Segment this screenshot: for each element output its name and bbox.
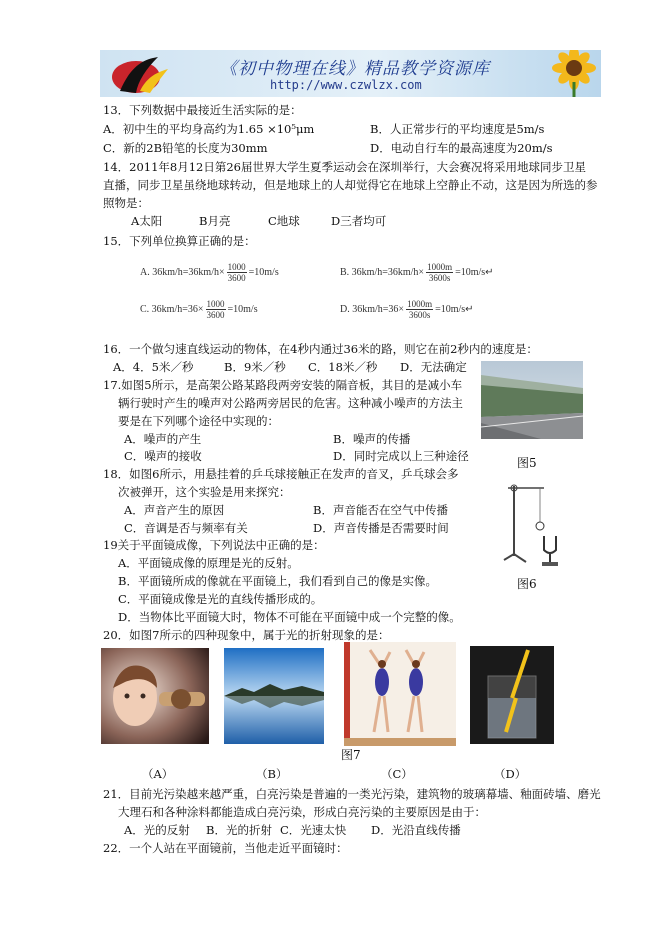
q19-option-d: D．当物体比平面镜大时，物体不可能在平面镜中成一个完整的像。 xyxy=(118,610,461,624)
logo-icon xyxy=(106,53,176,95)
q18-option-d: D．声音传播是否需要时间 xyxy=(313,521,449,535)
q17-option-c: C．噪声的接收 xyxy=(124,449,202,463)
q14-option-c: C地球 xyxy=(268,214,300,228)
q17-line1: 17.如图5所示，是高架公路某路段两旁安装的隔音板，其目的是减小车 xyxy=(103,378,463,392)
q13-option-b: B．人正常步行的平均速度是5m/s xyxy=(370,122,545,136)
q17-line3: 要是在下列哪个途径中实现的： xyxy=(118,414,279,428)
q17-option-a: A．噪声的产生 xyxy=(124,432,202,446)
figure7-label-c: （C） xyxy=(381,767,413,781)
q14-option-d: D三者均可 xyxy=(331,214,387,228)
q13-option-d: D．电动自行车的最高速度为20m/s xyxy=(370,141,553,155)
q14-line3: 照物是： xyxy=(103,196,149,210)
q21-option-d: D．光沿直线传播 xyxy=(371,823,461,837)
q21-option-a: A．光的反射 xyxy=(124,823,190,837)
q19-option-c: C．平面镜成像是光的直线传播形成的。 xyxy=(118,592,323,606)
q21-option-b: B．光的折射 xyxy=(206,823,272,837)
q14-option-b: B月亮 xyxy=(199,214,231,228)
q21-line2: 大理石和各种涂料都能造成白亮污染，形成白亮污染的主要原因是由于： xyxy=(118,805,486,819)
figure7d-pencil-in-glass-image xyxy=(470,646,554,744)
q14-line2: 直播，同步卫星虽绕地球转动，但是地球上的人却觉得它在地球上空静止不动，这是因为所选的参 xyxy=(103,178,598,192)
q21-line1: 21．目前光污染越来越严重，白亮污染是普遍的一类光污染，建筑物的玻璃幕墙、釉面砖墙、磨光 xyxy=(103,787,601,801)
figure6-tuning-fork-image xyxy=(500,476,562,568)
q16-option-a: A．4．5米／秒 xyxy=(113,360,194,374)
q18-option-c: C．音调是否与频率有关 xyxy=(124,521,248,535)
figure7b-lake-reflection-image xyxy=(224,648,324,744)
banner-url: http://www.czwlzx.com xyxy=(270,78,422,92)
q16-option-c: C．18米／秒 xyxy=(308,360,378,374)
q17-option-d: D．同时完成以上三种途径 xyxy=(333,449,469,463)
q18-line2: 次被弹开，这个实验是用来探究： xyxy=(118,485,291,499)
q15-option-a: A. 36km/h=36km/h× $\frac{1000}{3600}$ =10m/s xyxy=(140,262,279,283)
q15-stem: 15．下列单位换算正确的是： xyxy=(103,234,256,248)
q18-line1: 18．如图6所示，用悬挂着的乒乓球接触正在发声的音叉，乒乓球会多 xyxy=(103,467,459,481)
q17-line2: 辆行驶时产生的噪声对公路两旁居民的危害。这种减小噪声的方法主 xyxy=(118,396,463,410)
q21-option-c: C．光速太快 xyxy=(280,823,347,837)
figure7a-child-image xyxy=(101,648,209,744)
q19-option-b: B．平面镜所成的像就在平面镜上，我们看到自己的像是实像。 xyxy=(118,574,437,588)
q13-option-c: C．新的2B铅笔的长度为30mm xyxy=(103,141,268,155)
q13-option-a: A．初中生的平均身高约为1.65 ×10⁵μm xyxy=(103,122,315,136)
q15-option-c: C. 36km/h=36× $\frac{1000}{3600}$ =10m/s xyxy=(140,299,258,320)
q19-option-a: A．平面镜成像的原理是光的反射。 xyxy=(118,556,299,570)
q14-option-a: A太阳 xyxy=(131,214,163,228)
q19-stem: 19关于平面镜成像，下列说法中正确的是： xyxy=(103,538,325,552)
q20-stem: 20．如图7所示的四种现象中，属于光的折射现象的是： xyxy=(103,628,390,642)
q17-option-b: B．噪声的传播 xyxy=(333,432,411,446)
q22-stem: 22．一个人站在平面镜前，当他走近平面镜时： xyxy=(103,841,348,855)
q18-option-a: A．声音产生的原因 xyxy=(124,503,225,517)
sunflower-icon xyxy=(540,50,601,97)
header-banner xyxy=(100,50,601,97)
q16-option-d: D．无法确定 xyxy=(400,360,467,374)
banner-title: 《初中物理在线》精品教学资源库 xyxy=(220,59,490,79)
q16-option-b: B．9米／秒 xyxy=(224,360,286,374)
q15-option-d: D. 36km/h=36× $\frac{1000m}{3600s}$ =10m/s↵ xyxy=(340,299,474,320)
figure7-label-b: （B） xyxy=(256,767,288,781)
figure7c-gymnasts-mirror-image xyxy=(344,642,456,746)
q13-stem: 13．下列数据中最接近生活实际的是： xyxy=(103,103,302,117)
q18-option-b: B．声音能否在空气中传播 xyxy=(313,503,448,517)
figure7-label-a: （A） xyxy=(142,767,174,781)
figure5-caption: 图5 xyxy=(517,456,537,470)
figure6-caption: 图6 xyxy=(517,577,537,591)
q16-stem: 16．一个做匀速直线运动的物体，在4秒内通过36米的路，则它在前2秒内的速度是： xyxy=(103,342,538,356)
figure5-highway-image xyxy=(481,361,583,439)
figure7-label-d: （D） xyxy=(494,767,527,781)
q14-line1: 14．2011年8月12日第26届世界大学生夏季运动会在深圳举行，大会赛况将采用地球同步卫星 xyxy=(103,160,586,174)
figure7-caption: 图7 xyxy=(341,748,361,762)
q15-option-b: B. 36km/h=36km/h× $\frac{1000m}{3600s}$ =10m/s↵ xyxy=(340,262,494,283)
